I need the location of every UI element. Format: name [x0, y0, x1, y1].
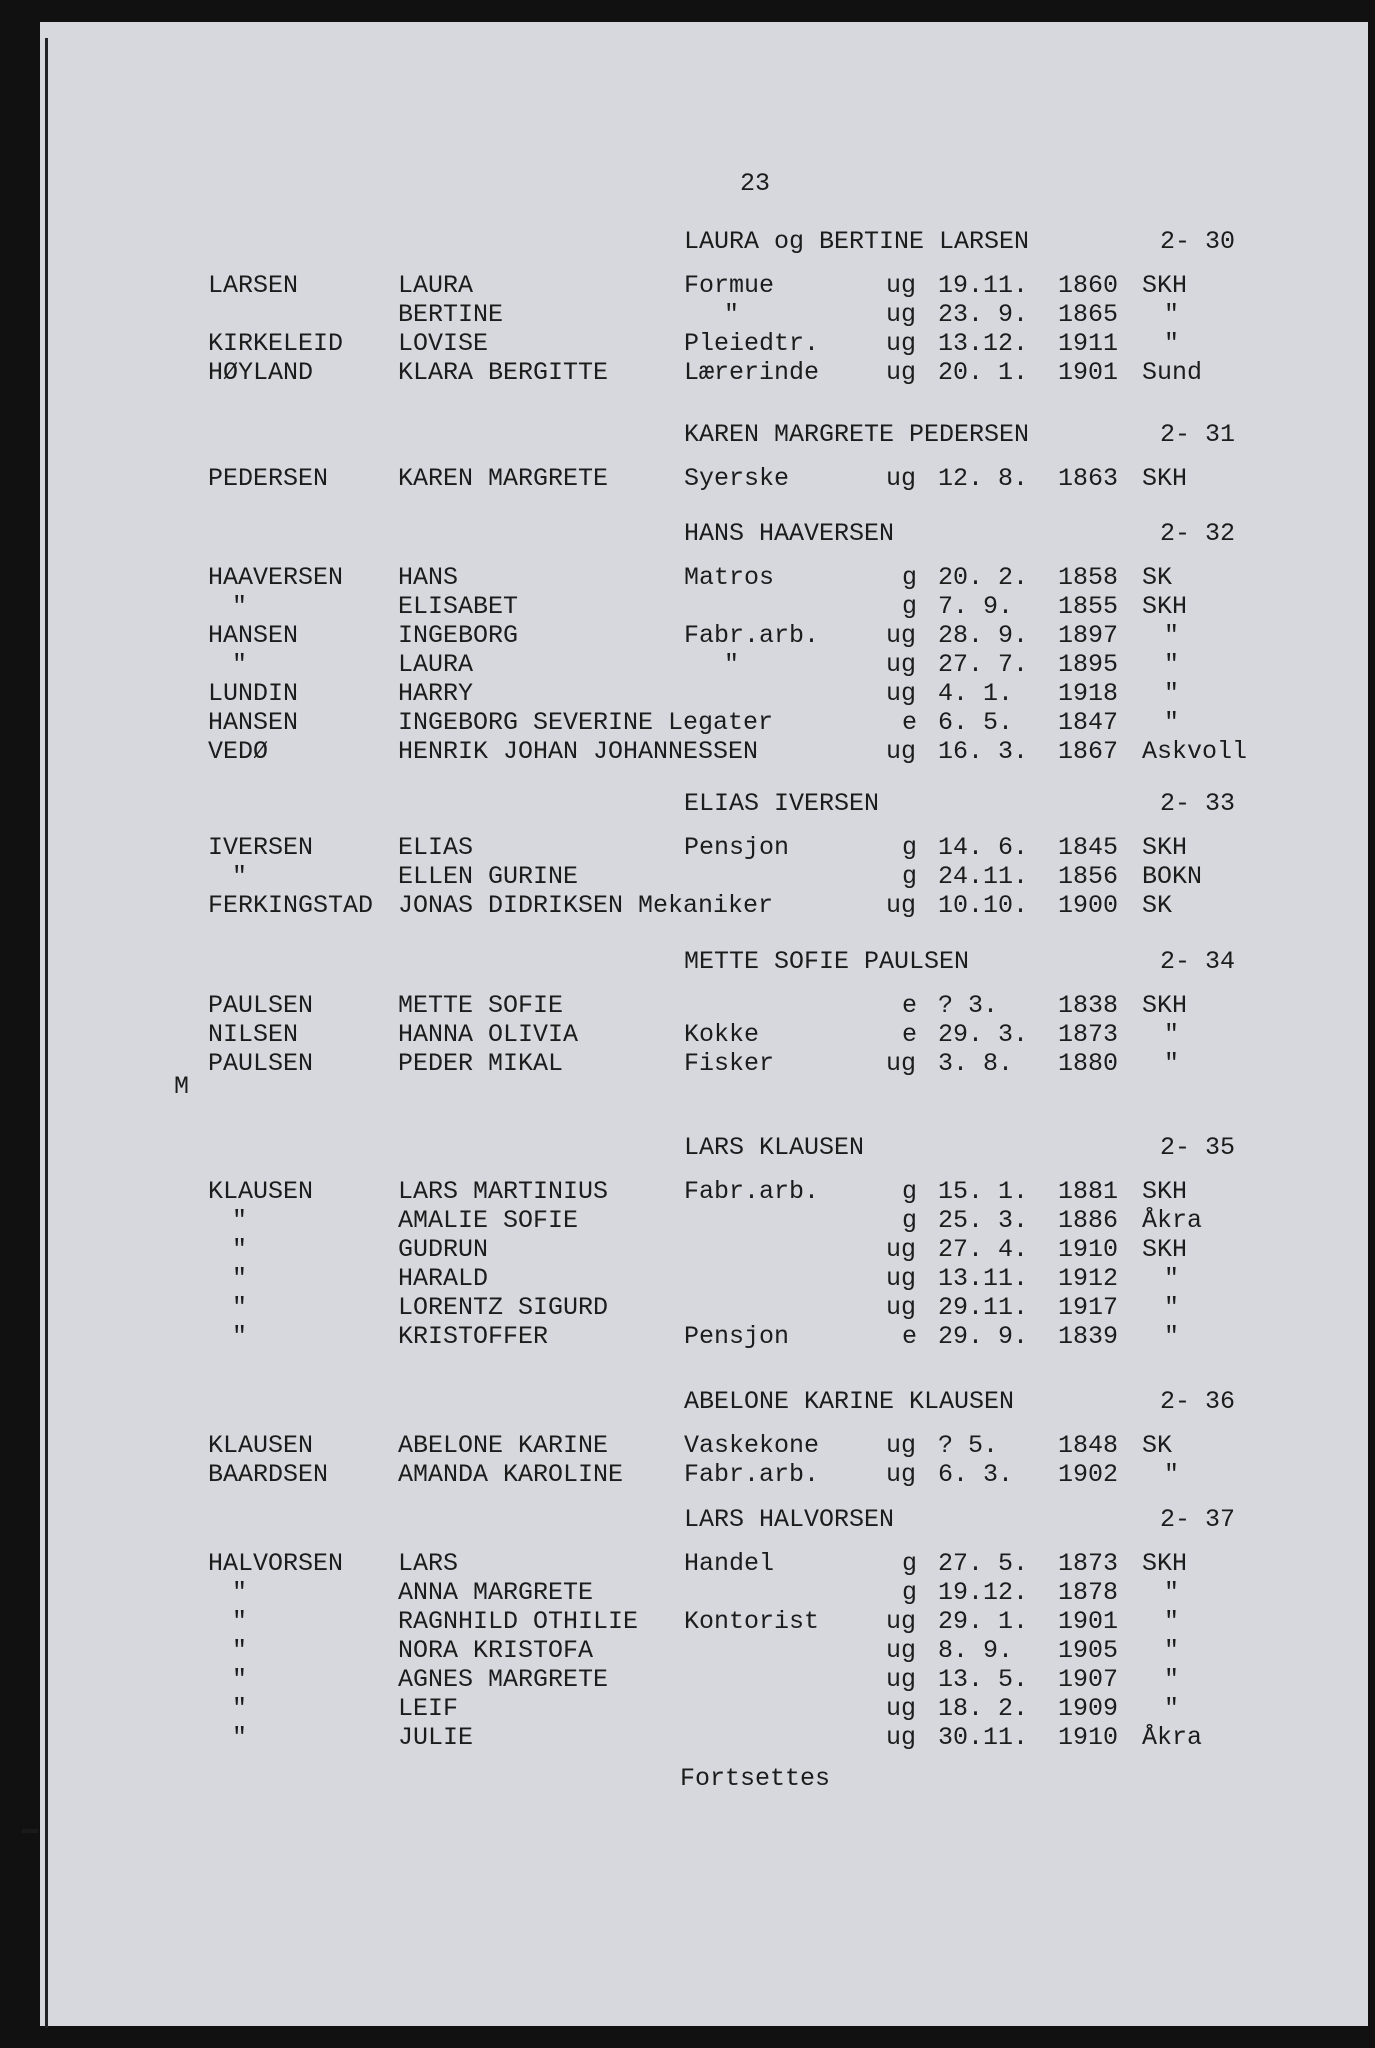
member-birth-date: 20. 1.	[938, 358, 1029, 387]
household-title: LAURA og BERTINE LARSEN	[684, 227, 1030, 256]
member-surname: KLAUSEN	[208, 1177, 314, 1206]
member-marital-status: ug	[886, 271, 917, 300]
member-marital-status: ug	[886, 650, 917, 679]
member-birthplace: "	[1164, 679, 1180, 708]
member-given-names: LARS	[398, 1549, 459, 1578]
member-birth-date: 27. 5.	[938, 1549, 1029, 1578]
member-surname: LARSEN	[208, 271, 299, 300]
member-birth-year: 1902	[1058, 1460, 1119, 1489]
margin-mark: M	[174, 1072, 190, 1101]
member-occupation: Matros	[684, 563, 775, 592]
member-given-names: JONAS DIDRIKSEN Mekaniker	[398, 891, 774, 920]
household-number: 2- 34	[1160, 947, 1236, 976]
household-number: 2- 35	[1160, 1133, 1236, 1162]
member-surname: "	[232, 1723, 248, 1752]
member-given-names: BERTINE	[398, 300, 504, 329]
member-occupation: Kokke	[684, 1020, 760, 1049]
member-marital-status: ug	[886, 891, 917, 920]
member-birth-year: 1905	[1058, 1636, 1119, 1665]
member-marital-status: ug	[886, 1460, 917, 1489]
member-birth-year: 1880	[1058, 1049, 1119, 1078]
member-birth-date: 3. 8.	[938, 1049, 1014, 1078]
member-birth-date: 29. 1.	[938, 1607, 1029, 1636]
member-birth-date: 24.11.	[938, 862, 1029, 891]
member-surname: PAULSEN	[208, 1049, 314, 1078]
member-birth-year: 1839	[1058, 1322, 1119, 1351]
continuation-note: Fortsettes	[680, 1764, 831, 1793]
member-marital-status: ug	[886, 621, 917, 650]
member-given-names: GUDRUN	[398, 1235, 489, 1264]
member-birth-year: 1886	[1058, 1206, 1119, 1235]
member-birth-year: 1901	[1058, 1607, 1119, 1636]
member-marital-status: ug	[886, 1636, 917, 1665]
member-marital-status: e	[902, 1322, 918, 1351]
member-marital-status: g	[902, 862, 918, 891]
member-marital-status: ug	[886, 1607, 917, 1636]
member-birthplace: SKH	[1142, 1549, 1188, 1578]
household-number: 2- 32	[1160, 519, 1236, 548]
member-birthplace: "	[1164, 650, 1180, 679]
member-given-names: INGEBORG SEVERINE Legater	[398, 708, 774, 737]
member-birthplace: Åkra	[1142, 1723, 1203, 1752]
member-birth-date: 23. 9.	[938, 300, 1029, 329]
member-surname: HANSEN	[208, 621, 299, 650]
household-title: HANS HAAVERSEN	[684, 519, 895, 548]
member-given-names: LOVISE	[398, 329, 489, 358]
member-birthplace: SKH	[1142, 833, 1188, 862]
member-birth-year: 1856	[1058, 862, 1119, 891]
member-occupation: Fisker	[684, 1049, 775, 1078]
member-surname: PEDERSEN	[208, 464, 329, 493]
member-birthplace: Askvoll	[1142, 737, 1248, 766]
member-birth-year: 1918	[1058, 679, 1119, 708]
member-birth-year: 1860	[1058, 271, 1119, 300]
member-given-names: KAREN MARGRETE	[398, 464, 609, 493]
household-number: 2- 36	[1160, 1387, 1236, 1416]
member-surname: "	[232, 592, 248, 621]
member-birth-year: 1848	[1058, 1431, 1119, 1460]
member-surname: BAARDSEN	[208, 1460, 329, 1489]
member-birth-year: 1900	[1058, 891, 1119, 920]
member-birth-year: 1895	[1058, 650, 1119, 679]
member-birthplace: "	[1164, 1460, 1180, 1489]
household-number: 2- 31	[1160, 420, 1236, 449]
member-birth-year: 1912	[1058, 1264, 1119, 1293]
member-birthplace: "	[1164, 1049, 1180, 1078]
member-birth-year: 1867	[1058, 737, 1119, 766]
household-number: 2- 33	[1160, 789, 1236, 818]
member-given-names: HANS	[398, 563, 459, 592]
member-given-names: ELIAS	[398, 833, 474, 862]
member-given-names: AMALIE SOFIE	[398, 1206, 579, 1235]
member-surname: "	[232, 1264, 248, 1293]
member-birth-year: 1873	[1058, 1549, 1119, 1578]
member-birthplace: SKH	[1142, 1235, 1188, 1264]
member-occupation: Pensjon	[684, 833, 790, 862]
member-birth-year: 1858	[1058, 563, 1119, 592]
member-given-names: HARALD	[398, 1264, 489, 1293]
member-birthplace: "	[1164, 1636, 1180, 1665]
member-given-names: ABELONE KARINE	[398, 1431, 609, 1460]
member-birthplace: Sund	[1142, 358, 1203, 387]
member-surname: "	[232, 1206, 248, 1235]
member-surname: "	[232, 1293, 248, 1322]
member-birthplace: SKH	[1142, 271, 1188, 300]
member-birth-date: 10.10.	[938, 891, 1029, 920]
member-marital-status: g	[902, 592, 918, 621]
member-birthplace: SKH	[1142, 592, 1188, 621]
member-occupation: Vaskekone	[684, 1431, 820, 1460]
member-occupation: Fabr.arb.	[684, 1177, 820, 1206]
household-number: 2- 37	[1160, 1505, 1236, 1534]
member-birth-date: 27. 7.	[938, 650, 1029, 679]
member-surname: "	[232, 1235, 248, 1264]
member-occupation: Kontorist	[684, 1607, 820, 1636]
member-marital-status: ug	[886, 300, 917, 329]
member-birth-date: 6. 5.	[938, 708, 1014, 737]
member-birth-year: 1845	[1058, 833, 1119, 862]
member-given-names: LAURA	[398, 650, 474, 679]
member-birthplace: "	[1164, 1694, 1180, 1723]
member-marital-status: ug	[886, 1694, 917, 1723]
member-occupation: Syerske	[684, 464, 790, 493]
member-given-names: HENRIK JOHAN JOHANNESSEN	[398, 737, 759, 766]
household-title: KAREN MARGRETE PEDERSEN	[684, 420, 1030, 449]
member-birth-date: 12. 8.	[938, 464, 1029, 493]
member-occupation: "	[724, 650, 740, 679]
member-given-names: LEIF	[398, 1694, 459, 1723]
member-birth-date: 13.12.	[938, 329, 1029, 358]
member-given-names: HANNA OLIVIA	[398, 1020, 579, 1049]
member-surname: "	[232, 1636, 248, 1665]
household-number: 2- 30	[1160, 227, 1236, 256]
member-birth-date: 20. 2.	[938, 563, 1029, 592]
household-title: METTE SOFIE PAULSEN	[684, 947, 970, 976]
member-birth-year: 1911	[1058, 329, 1119, 358]
household-title: ABELONE KARINE KLAUSEN	[684, 1387, 1015, 1416]
member-marital-status: ug	[886, 679, 917, 708]
margin-line	[45, 38, 48, 2028]
member-birth-year: 1847	[1058, 708, 1119, 737]
member-surname: KIRKELEID	[208, 329, 344, 358]
member-given-names: NORA KRISTOFA	[398, 1636, 594, 1665]
member-given-names: AMANDA KAROLINE	[398, 1460, 624, 1489]
member-given-names: ELISABET	[398, 592, 519, 621]
member-marital-status: g	[902, 563, 918, 592]
member-marital-status: g	[902, 1206, 918, 1235]
member-given-names: AGNES MARGRETE	[398, 1665, 609, 1694]
member-marital-status: ug	[886, 358, 917, 387]
member-birthplace: SK	[1142, 891, 1173, 920]
member-birth-date: ? 3.	[938, 991, 999, 1020]
member-marital-status: ug	[886, 329, 917, 358]
member-given-names: PEDER MIKAL	[398, 1049, 564, 1078]
member-birth-year: 1881	[1058, 1177, 1119, 1206]
member-surname: FERKINGSTAD	[208, 891, 374, 920]
member-given-names: JULIE	[398, 1723, 474, 1752]
member-given-names: RAGNHILD OTHILIE	[398, 1607, 639, 1636]
member-given-names: KRISTOFFER	[398, 1322, 549, 1351]
member-marital-status: ug	[886, 1665, 917, 1694]
page-number: 23	[740, 169, 771, 198]
member-surname: HALVORSEN	[208, 1549, 344, 1578]
margin-tick	[22, 1829, 38, 1833]
member-given-names: LARS MARTINIUS	[398, 1177, 609, 1206]
member-birth-date: 29. 9.	[938, 1322, 1029, 1351]
member-birth-date: 8. 9.	[938, 1636, 1014, 1665]
member-marital-status: g	[902, 833, 918, 862]
household-title: ELIAS IVERSEN	[684, 789, 880, 818]
member-birth-date: 30.11.	[938, 1723, 1029, 1752]
member-surname: "	[232, 1665, 248, 1694]
member-surname: KLAUSEN	[208, 1431, 314, 1460]
member-birthplace: "	[1164, 1665, 1180, 1694]
member-birth-year: 1838	[1058, 991, 1119, 1020]
member-surname: "	[232, 862, 248, 891]
member-surname: NILSEN	[208, 1020, 299, 1049]
member-birthplace: BOKN	[1142, 862, 1203, 891]
member-birthplace: "	[1164, 329, 1180, 358]
member-occupation: Pensjon	[684, 1322, 790, 1351]
member-birth-date: 13. 5.	[938, 1665, 1029, 1694]
member-marital-status: g	[902, 1578, 918, 1607]
member-surname: "	[232, 1694, 248, 1723]
member-birthplace: "	[1164, 1020, 1180, 1049]
member-occupation: Pleiedtr.	[684, 329, 820, 358]
member-birth-year: 1909	[1058, 1694, 1119, 1723]
member-marital-status: ug	[886, 1264, 917, 1293]
member-marital-status: ug	[886, 737, 917, 766]
member-birthplace: "	[1164, 1264, 1180, 1293]
member-birthplace: "	[1164, 300, 1180, 329]
member-marital-status: g	[902, 1177, 918, 1206]
member-given-names: LAURA	[398, 271, 474, 300]
member-surname: HAAVERSEN	[208, 563, 344, 592]
member-birthplace: "	[1164, 1322, 1180, 1351]
member-given-names: HARRY	[398, 679, 474, 708]
member-marital-status: ug	[886, 1235, 917, 1264]
household-title: LARS KLAUSEN	[684, 1133, 865, 1162]
member-birthplace: "	[1164, 1293, 1180, 1322]
member-birth-year: 1901	[1058, 358, 1119, 387]
member-birth-date: 18. 2.	[938, 1694, 1029, 1723]
member-given-names: ANNA MARGRETE	[398, 1578, 594, 1607]
member-given-names: INGEBORG	[398, 621, 519, 650]
member-birth-date: 16. 3.	[938, 737, 1029, 766]
member-birth-date: 19.11.	[938, 271, 1029, 300]
member-marital-status: ug	[886, 464, 917, 493]
member-given-names: KLARA BERGITTE	[398, 358, 609, 387]
member-marital-status: ug	[886, 1293, 917, 1322]
member-birth-year: 1910	[1058, 1235, 1119, 1264]
member-given-names: METTE SOFIE	[398, 991, 564, 1020]
member-birth-date: 29.11.	[938, 1293, 1029, 1322]
member-birth-year: 1863	[1058, 464, 1119, 493]
member-surname: "	[232, 1322, 248, 1351]
member-marital-status: ug	[886, 1049, 917, 1078]
member-marital-status: e	[902, 991, 918, 1020]
member-birth-year: 1865	[1058, 300, 1119, 329]
member-birthplace: SKH	[1142, 464, 1188, 493]
member-surname: "	[232, 1578, 248, 1607]
member-occupation: Fabr.arb.	[684, 1460, 820, 1489]
member-birth-date: 15. 1.	[938, 1177, 1029, 1206]
member-marital-status: g	[902, 1549, 918, 1578]
member-marital-status: e	[902, 708, 918, 737]
member-birth-year: 1910	[1058, 1723, 1119, 1752]
member-surname: "	[232, 1607, 248, 1636]
member-birth-date: ? 5.	[938, 1431, 999, 1460]
member-birth-date: 27. 4.	[938, 1235, 1029, 1264]
member-surname: PAULSEN	[208, 991, 314, 1020]
member-birth-date: 6. 3.	[938, 1460, 1014, 1489]
member-birthplace: SKH	[1142, 991, 1188, 1020]
member-birth-date: 19.12.	[938, 1578, 1029, 1607]
member-birth-date: 25. 3.	[938, 1206, 1029, 1235]
member-birth-date: 7. 9.	[938, 592, 1014, 621]
member-occupation: Fabr.arb.	[684, 621, 820, 650]
member-birth-year: 1855	[1058, 592, 1119, 621]
member-birth-year: 1878	[1058, 1578, 1119, 1607]
member-surname: HØYLAND	[208, 358, 314, 387]
member-birth-year: 1873	[1058, 1020, 1119, 1049]
member-birth-year: 1907	[1058, 1665, 1119, 1694]
member-birthplace: SK	[1142, 1431, 1173, 1460]
member-birthplace: "	[1164, 1607, 1180, 1636]
member-surname: "	[232, 650, 248, 679]
member-given-names: LORENTZ SIGURD	[398, 1293, 609, 1322]
member-occupation: Handel	[684, 1549, 775, 1578]
member-birthplace: "	[1164, 1578, 1180, 1607]
household-title: LARS HALVORSEN	[684, 1505, 895, 1534]
member-birthplace: "	[1164, 621, 1180, 650]
member-birth-year: 1897	[1058, 621, 1119, 650]
member-birth-date: 29. 3.	[938, 1020, 1029, 1049]
member-birth-year: 1917	[1058, 1293, 1119, 1322]
member-surname: IVERSEN	[208, 833, 314, 862]
member-birthplace: SKH	[1142, 1177, 1188, 1206]
member-birth-date: 4. 1.	[938, 679, 1014, 708]
member-birth-date: 14. 6.	[938, 833, 1029, 862]
member-occupation: "	[724, 300, 740, 329]
member-birth-date: 28. 9.	[938, 621, 1029, 650]
member-marital-status: ug	[886, 1723, 917, 1752]
member-given-names: ELLEN GURINE	[398, 862, 579, 891]
member-occupation: Lærerinde	[684, 358, 820, 387]
member-birth-date: 13.11.	[938, 1264, 1029, 1293]
member-marital-status: ug	[886, 1431, 917, 1460]
member-occupation: Formue	[684, 271, 775, 300]
member-marital-status: e	[902, 1020, 918, 1049]
member-surname: HANSEN	[208, 708, 299, 737]
member-surname: LUNDIN	[208, 679, 299, 708]
member-birthplace: Åkra	[1142, 1206, 1203, 1235]
member-birthplace: SK	[1142, 563, 1173, 592]
member-surname: VEDØ	[208, 737, 269, 766]
member-birthplace: "	[1164, 708, 1180, 737]
